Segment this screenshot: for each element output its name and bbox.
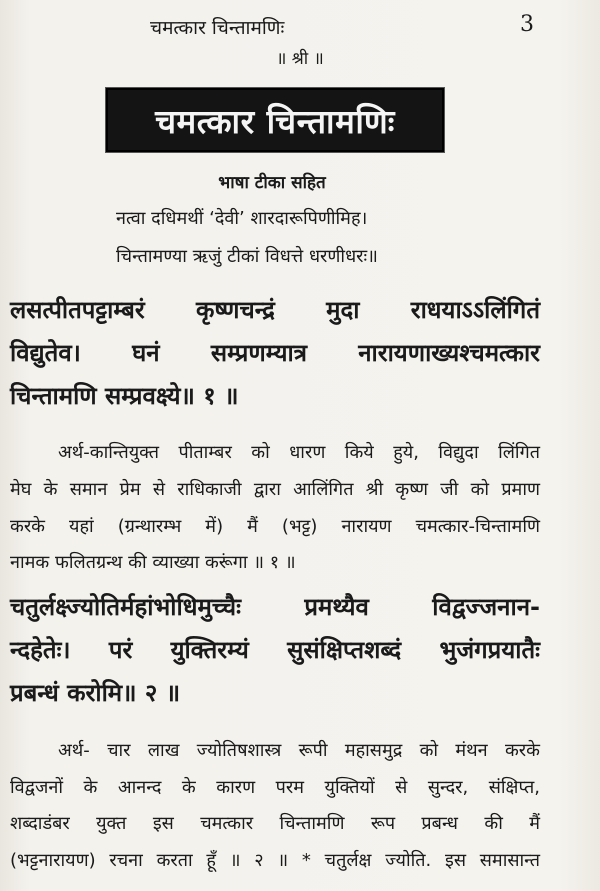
meaning-1-line-4: नामक फलितग्रन्थ की व्याख्या करूंगा ॥ १ ॥: [10, 552, 296, 573]
shloka-2-line-1: चतुर्लक्ष्ज्योतिर्महांभोधिमुच्चैः प्रमथ्यैव विद्वज्जनान-: [10, 593, 540, 621]
subtitle: भाषा टीका सहित: [218, 173, 326, 193]
shloka-1-line-1: लसत्पीतपट्टाम्बरं कृष्णचन्द्रं मुदा राधयाऽऽलिंगितं: [10, 296, 540, 324]
shloka-1-line-3: चिन्तामणि सम्प्रवक्ष्ये॥ १ ॥: [10, 382, 239, 410]
intro-verse-line-1: नत्वा दधिमथीं ‘देवी’ शारदारूपिणीमिह।: [116, 208, 368, 229]
page-number: 3: [520, 12, 534, 37]
shloka-1-line-2: विद्युतेव। घनं सम्प्रणम्यात्र नारायणाख्यश्चमत्कार: [10, 339, 540, 367]
meaning-1-line-3: करके यहां (ग्रन्थारम्भ में) मैं (भट्ट) नारायण चमत्कार-चिन्तामणि: [10, 516, 540, 537]
running-header: [0, 10, 600, 40]
meaning-1-line-1: अर्थ-कान्तियुक्त पीताम्बर को धारण किये हुये, विद्युदा लिंगित: [58, 442, 540, 463]
meaning-1-line-2: मेघ के समान प्रेम से राधिकाजी द्वारा आलिंगित श्री कृष्ण जी को प्रमाण: [10, 479, 540, 500]
shloka-2-line-2: न्दहेतेः। परं युक्तिरम्यं सुसंक्षिप्तशब्दं भुजंगप्रयातैः: [10, 636, 540, 664]
running-title: चमत्कार चिन्तामणिः: [150, 17, 285, 39]
meaning-2-line-2: विद्वजनों के आनन्द के कारण परम युक्तियों से सुन्दर, संक्षिप्त,: [10, 777, 540, 798]
intro-verse-line-2: चिन्तामण्या ऋजुं टीकां विधत्ते धरणीधरः॥: [116, 246, 378, 267]
meaning-2-line-4: (भट्टनारायण) रचना करता हूँ ॥ २ ॥ * चतुर्लक्ष ज्योति. इस समासान्त: [10, 850, 540, 871]
shloka-2-line-3: प्रबन्धं करोमि॥ २ ॥: [10, 679, 181, 707]
meaning-2-line-1: अर्थ- चार लाख ज्योतिषशास्त्र रूपी महासमुद्र को मंथन करके: [58, 740, 540, 761]
title-banner: [106, 88, 444, 152]
meaning-2-line-3: शब्दाडंबर युक्त इस चमत्कार चिन्तामणि रूप प्रबन्ध की मैं: [10, 813, 540, 834]
invocation: ॥ श्री ॥: [276, 49, 324, 69]
title-text: चमत्कार चिन्तामणिः: [155, 101, 395, 141]
